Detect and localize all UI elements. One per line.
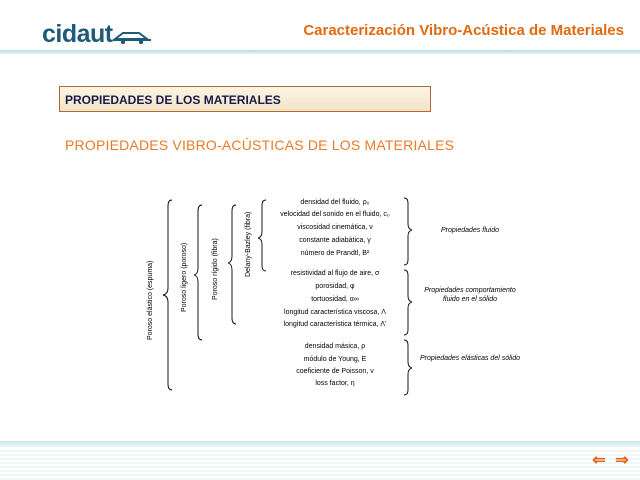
prop-tortuosity: tortuosidad, α∞ [311, 296, 359, 303]
slide-subtitle: PROPIEDADES VIBRO-ACÚSTICAS DE LOS MATERIALES [65, 137, 455, 153]
brace-rigid [228, 205, 236, 324]
cidaut-logo: cidaut [42, 20, 113, 48]
prop-prandtl-number: número de Prandtl, B² [300, 250, 370, 257]
model-poroso-elastico: Poroso elástico (espuma) [147, 260, 154, 340]
prop-young-modulus: módulo de Young, E [303, 356, 367, 363]
prop-viscous-length: longitud característica viscosa, Λ [284, 309, 386, 316]
prop-thermal-length: longitud característica térmica, Λ' [283, 321, 387, 328]
footer-band [0, 450, 640, 480]
group-fluid: Propiedades fluido [441, 227, 499, 234]
brace-fluid [404, 198, 412, 265]
brace-solid-fluid [404, 270, 412, 335]
prop-kinematic-viscosity: viscosidad cinemática, ν [297, 224, 373, 231]
brace-delany [258, 200, 266, 271]
prop-poisson-coefficient: coeficiente de Poisson, ν [296, 368, 374, 375]
section-label: PROPIEDADES DE LOS MATERIALES [65, 93, 281, 107]
brace-solid [404, 340, 412, 395]
model-delany-bazley: Delany-Bazley (fibra) [245, 211, 252, 277]
slide-title: Caracterización Vibro-Acústica de Materiales [303, 22, 624, 39]
prop-flow-resistivity: resistividad al flujo de aire, σ [290, 270, 380, 277]
brace-elastic [163, 200, 172, 390]
arrow-left-icon[interactable]: ⇐ [592, 452, 606, 469]
model-poroso-ligero: Poroso ligero (poroso) [181, 242, 188, 312]
prop-mass-density: densidad másica, ρ [304, 343, 366, 350]
footer-divider [0, 441, 640, 447]
group-solid: Propiedades elásticas del sólido [420, 355, 521, 362]
model-poroso-rigido: Poroso rígido (fibra) [212, 238, 219, 300]
prop-fluid-density: densidad del fluido, ρ₀ [300, 199, 370, 206]
prop-loss-factor: loss factor, η [315, 380, 355, 387]
prop-adiabatic-constant: constante adiabática, γ [299, 237, 371, 244]
prop-porosity: porosidad, φ [315, 283, 355, 290]
arrow-right-icon[interactable]: ⇒ [615, 452, 629, 469]
prop-sound-speed: velocidad del sonido en el fluido, c₀ [280, 211, 390, 218]
brace-light [194, 205, 202, 340]
group-solid-fluid: Propiedades comportamiento fluido en el sólido [424, 287, 516, 303]
